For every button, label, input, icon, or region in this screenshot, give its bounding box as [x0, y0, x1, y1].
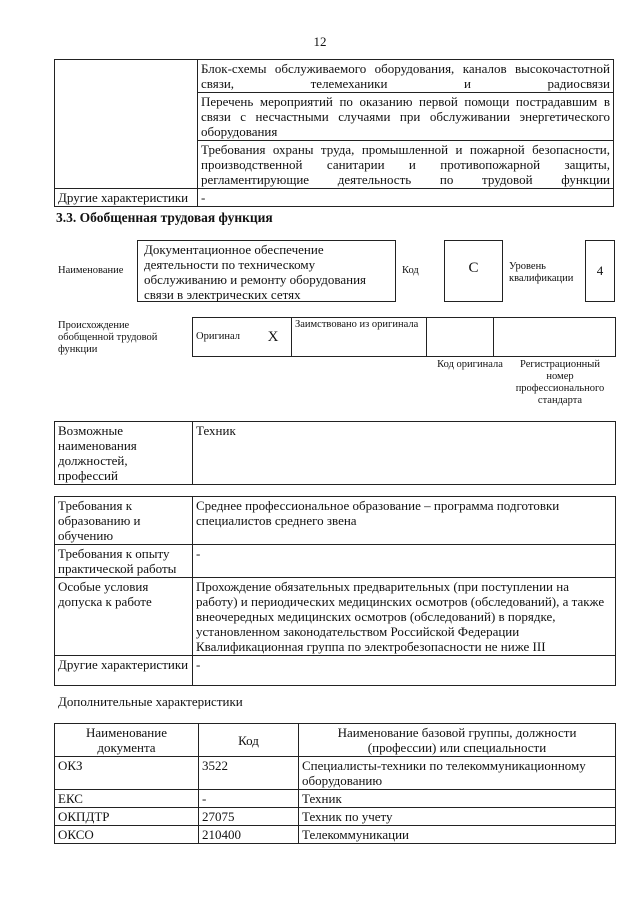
origin-code-cell: [427, 318, 494, 357]
original-mark: X: [255, 318, 292, 357]
code-cell: 3522: [199, 757, 299, 790]
doc-cell: ОКСО: [55, 826, 199, 844]
code-caption: Код оригинала: [437, 359, 503, 370]
additional-table: [54, 723, 616, 844]
positions-value: Техник: [193, 422, 616, 485]
top-row-1: Блок-схемы обслуживаемого оборудования, каналов высокочастотной связи, телемеханики и радиосвязи: [198, 60, 614, 93]
positions-label: Возможные наименования должностей, профессий: [55, 422, 193, 485]
page-number: 12: [313, 34, 327, 49]
code-cell: -: [199, 790, 299, 808]
doc-cell: ОКЗ: [55, 757, 199, 790]
top-row-3: Требования охраны труда, промышленной и пожарной безопасности, производственной санитарии и противопожарной защиты, регламентирующие деятельность по трудовой функции: [198, 141, 614, 189]
header-code: Код: [199, 724, 299, 757]
original-label: Оригинал: [193, 318, 256, 357]
req-label: Другие характеристики: [55, 656, 193, 686]
function-name: Документационное обеспечение деятельности по техническому обслуживанию и ремонту оборудования связи в электрических сетях: [137, 240, 396, 302]
group-cell: Техник: [299, 790, 616, 808]
doc-cell: ЕКС: [55, 790, 199, 808]
header-group: Наименование базовой группы, должности (профессии) или специальности: [299, 724, 616, 757]
positions-table: [54, 421, 616, 485]
additional-title: Дополнительные характеристики: [58, 694, 243, 709]
group-cell: Специалисты-техники по телекоммуникационному оборудованию: [299, 757, 616, 790]
function-code: C: [444, 240, 503, 302]
group-cell: Техник по учету: [299, 808, 616, 826]
req-value: Прохождение обязательных предварительных (при поступлении на работу) и периодических медицинских осмотров (обследований), а также внеочередных медицинских осмотров (обследований) в порядке, установленном законодательством Российской Федерации Квалификационная группа по электробезопасности не ниже III: [193, 578, 616, 656]
origin-regnum-cell: [494, 318, 616, 357]
other-label: Другие характеристики: [55, 189, 198, 207]
req-label: Требования к опыту практической работы: [55, 545, 193, 578]
req-value: Среднее профессиональное образование – программа подготовки специалистов среднего звена: [193, 497, 616, 545]
group-cell: Телекоммуникации: [299, 826, 616, 844]
other-value: -: [198, 189, 614, 207]
req-value: -: [193, 656, 616, 686]
code-cell: 210400: [199, 826, 299, 844]
doc-cell: ОКПДТР: [55, 808, 199, 826]
top-table: [54, 59, 614, 207]
req-value: -: [193, 545, 616, 578]
req-label: Требования к образованию и обучению: [55, 497, 193, 545]
empty-cell: [55, 60, 198, 189]
code-cell: 27075: [199, 808, 299, 826]
section-title: 3.3. Обобщенная трудовая функция: [56, 210, 273, 225]
header-doc: Наименование документа: [55, 724, 199, 757]
code-label: Код: [402, 265, 419, 276]
regnum-caption: Регистрационный номер профессионального стандарта: [515, 359, 605, 406]
name-label: Наименование: [58, 265, 124, 276]
top-row-2: Перечень мероприятий по оказанию первой помощи пострадавшим в связи с несчастными случаями при обслуживании энергетического оборудования: [198, 93, 614, 141]
level-value: 4: [585, 240, 615, 302]
borrowed-label: Заимствовано из оригинала: [292, 318, 427, 357]
req-label: Особые условия допуска к работе: [55, 578, 193, 656]
origin-table: [192, 317, 616, 357]
origin-label: Происхождение обобщенной трудовой функции: [58, 320, 158, 355]
requirements-table: [54, 496, 616, 686]
level-label: Уровень квалификации: [509, 261, 574, 284]
